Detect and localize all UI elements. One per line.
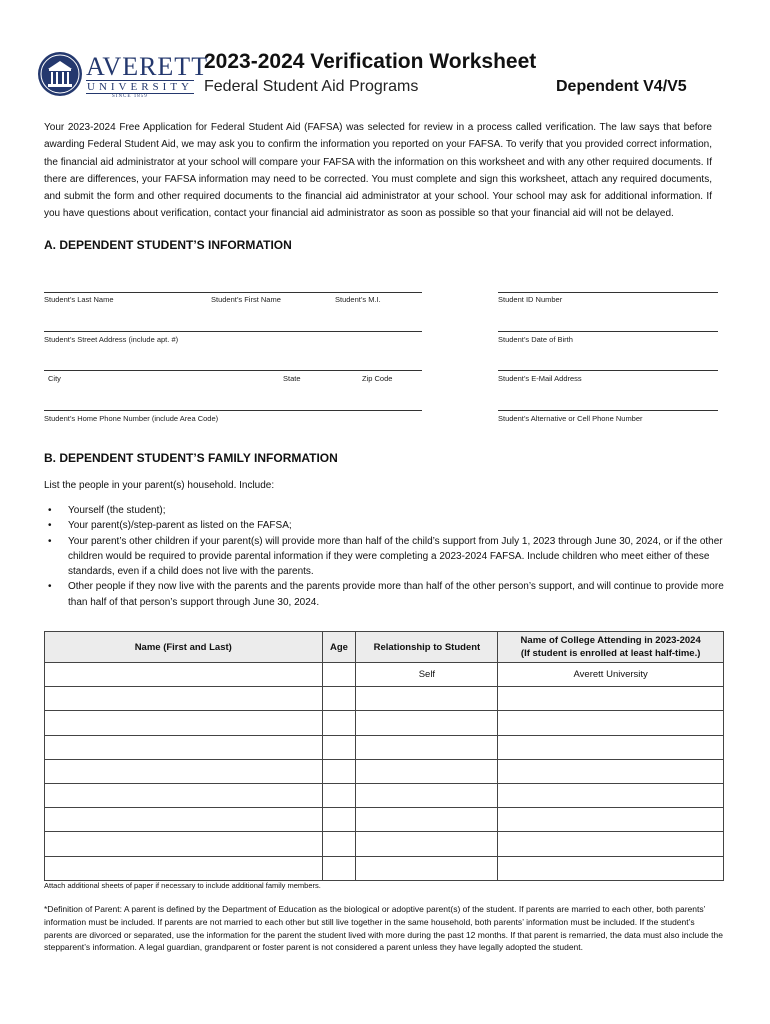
college-cell[interactable] [498,711,724,735]
name-cell[interactable] [45,759,323,783]
logo-wordmark: AVERETT [86,52,209,81]
college-cell[interactable] [498,856,724,880]
col-header-college-line2: (If student is enrolled at least half-time.) [520,648,701,659]
table-row [45,783,724,807]
city-label: City [48,374,61,383]
page-subtitle: Federal Student Aid Programs [204,78,419,95]
household-list-intro: List the people in your parent(s) household. Include: [44,480,275,491]
age-cell[interactable] [322,735,356,759]
name-cell[interactable] [45,783,323,807]
relationship-cell[interactable] [356,856,498,880]
email-label: Student’s E-Mail Address [498,374,582,383]
col-header-relationship: Relationship to Student [356,632,498,663]
list-item-text: Other people if they now live with the parents and the parents provide more than half of the other person’s support, and will continue to provide more than half of that person’s support through June 30, 2024. [68,581,724,608]
email-entry-line[interactable] [498,370,718,371]
relationship-cell[interactable] [356,687,498,711]
street-entry-line[interactable] [44,331,422,332]
list-item [44,518,734,533]
student-id-label: Student ID Number [498,295,563,304]
name-cell[interactable] [45,832,323,856]
college-cell[interactable]: Averett University [498,663,724,687]
logo-university-text: UNIVERSITY [87,81,193,93]
list-item [44,579,734,610]
table-row [45,856,724,880]
zip-label: Zip Code [362,374,393,383]
list-item-text: Yourself (the student); [68,505,166,516]
bullet-icon: • [48,505,52,516]
list-item [44,503,734,518]
bullet-icon: • [48,581,52,593]
age-cell[interactable] [322,663,356,687]
mi-label: Student’s M.I. [335,295,381,304]
first-name-label: Student’s First Name [211,295,281,304]
col-header-name: Name (First and Last) [45,632,323,663]
col-header-college-line1: Name of College Attending in 2023-2024 [520,635,701,646]
age-cell[interactable] [322,808,356,832]
relationship-cell[interactable] [356,783,498,807]
name-entry-line[interactable] [44,292,422,293]
bullet-icon: • [48,520,52,532]
list-item-text: Your parent’s other children if your parent(s) will provide more than half of the child’s support from July 1, 2023 through June 30, 2024, or if the other children would be required to provide parental information if they were completing a 2023-2024 FAFSA. Include children who meet either of these standards, even if a child does not live with the parents. [68,535,723,578]
college-cell[interactable] [498,832,724,856]
household-bullet-list [44,503,734,610]
section-b-heading: B. DEPENDENT STUDENT’S FAMILY INFORMATION [44,451,338,465]
bullet-icon: • [48,535,52,547]
relationship-cell[interactable] [356,759,498,783]
table-header-row [45,632,724,663]
relationship-cell[interactable] [356,711,498,735]
table-row [45,735,724,759]
table-row [45,832,724,856]
college-cell[interactable] [498,783,724,807]
list-item-text: Your parent(s)/step-parent as listed on the FAFSA; [68,520,292,532]
age-cell[interactable] [322,832,356,856]
section-a-heading: A. DEPENDENT STUDENT’S INFORMATION [44,238,292,252]
family-members-table [44,631,724,881]
parent-definition: *Definition of Parent: A parent is defined by the Department of Education as the biological or adoptive parent(s) of the student. If parents are married to each other, both parents’ information must be included. If parents are not married to each other but still live together in the same household, both parents’ information must be included. If the student’s parents are divorced or separated, use the information for the parent the student lived with more during the past 12 months. If that parent is remarried, the data must also include the stepparent’s information. A legal guardian, grandparent or foster parent is not considered a parent unless they have legally adopted the student. [44,904,723,953]
relationship-cell[interactable] [356,735,498,759]
college-cell[interactable] [498,759,724,783]
col-header-college [498,632,724,663]
col-header-age: Age [322,632,356,663]
college-cell[interactable] [498,735,724,759]
relationship-cell[interactable] [356,808,498,832]
relationship-cell[interactable]: Self [356,663,498,687]
table-row [45,687,724,711]
page-title: 2023-2024 Verification Worksheet [204,50,537,73]
home-phone-label: Student’s Home Phone Number (include Area Code) [44,414,219,423]
city-state-zip-entry-line[interactable] [44,370,422,371]
name-cell[interactable] [45,711,323,735]
dob-entry-line[interactable] [498,331,718,332]
age-cell[interactable] [322,687,356,711]
table-row [45,711,724,735]
name-cell[interactable] [45,808,323,832]
age-cell[interactable] [322,856,356,880]
attach-sheets-note: Attach additional sheets of paper if necessary to include additional family members. [44,881,321,890]
university-seal-logo [38,52,82,96]
state-label: State [283,374,301,383]
name-cell[interactable] [45,663,323,687]
dob-label: Student’s Date of Birth [498,335,573,344]
last-name-label: Student’s Last Name [44,295,114,304]
college-cell[interactable] [498,687,724,711]
relationship-cell[interactable] [356,832,498,856]
age-cell[interactable] [322,711,356,735]
table-row [45,663,724,687]
table-row [45,808,724,832]
form-version: Dependent V4/V5 [556,78,687,95]
age-cell[interactable] [322,783,356,807]
name-cell[interactable] [45,735,323,759]
college-cell[interactable] [498,808,724,832]
alt-phone-entry-line[interactable] [498,410,718,411]
student-id-entry-line[interactable] [498,292,718,293]
list-item [44,534,734,580]
name-cell[interactable] [45,856,323,880]
home-phone-entry-line[interactable] [44,410,422,411]
intro-paragraph: Your 2023-2024 Free Application for Federal Student Aid (FAFSA) was selected for review in a process called verification. The law says that before awarding Federal Student Aid, we may ask you to confirm the information you reported on your FAFSA. To verify that you provided correct information, the financial aid administrator at your school will compare your FAFSA with the information on this worksheet and with any other required documents. If there are differences, your FAFSA information may need to be corrected. You must complete and sign this worksheet, attach any required documents, and submit the form and other required documents to the financial aid administrator at your school. Your school may ask for additional information. If you have questions about verification, contact your financial aid administrator as soon as possible so that your financial aid will not be delayed. [44,122,712,220]
age-cell[interactable] [322,759,356,783]
alt-phone-label: Student’s Alternative or Cell Phone Number [498,414,643,423]
street-label: Student’s Street Address (include apt. #) [44,335,179,344]
table-row [45,759,724,783]
name-cell[interactable] [45,687,323,711]
logo-since-text: SINCE 1859 [112,94,148,99]
